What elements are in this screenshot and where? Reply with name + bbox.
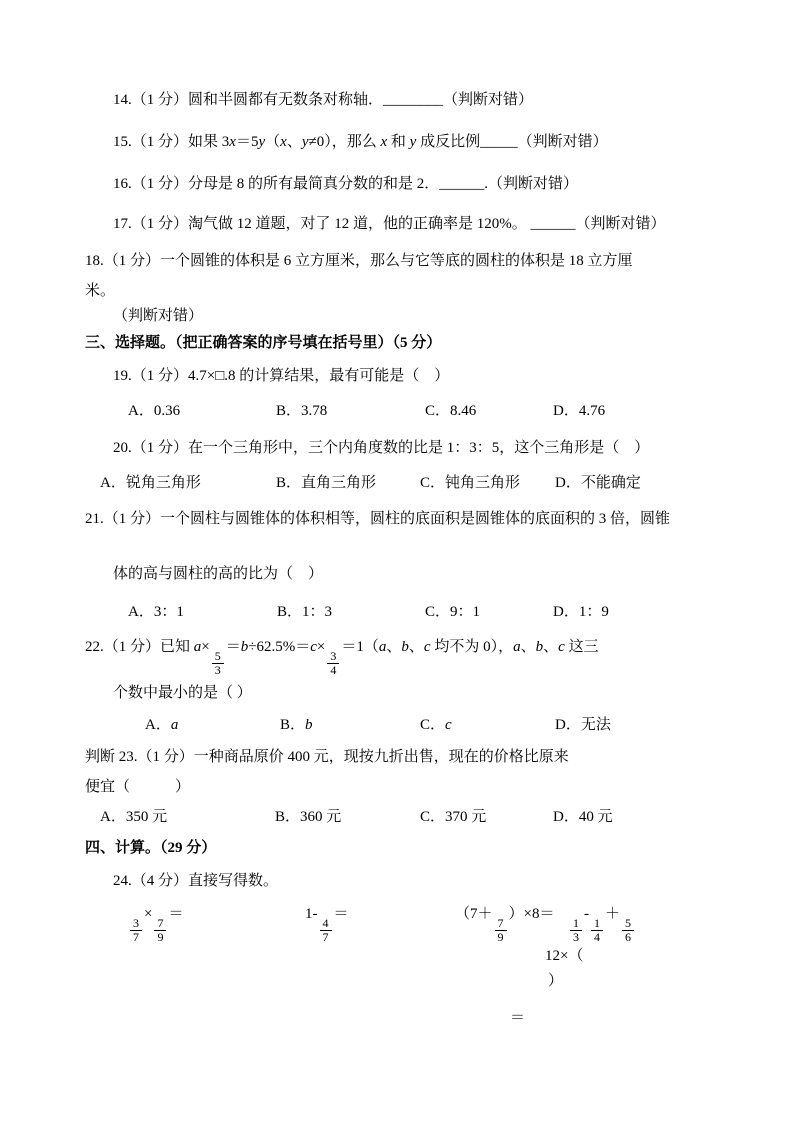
calc-equals-sign: ＝ xyxy=(510,1010,526,1026)
question-20-option-b: B．直角三角形 xyxy=(276,475,377,491)
question-22-option-b: B．b xyxy=(280,717,313,733)
question-21-option-b: B．1：3 xyxy=(277,604,333,620)
question-22-line2: 个数中最小的是（ ） xyxy=(113,685,252,701)
calculation-row xyxy=(85,902,774,1031)
question-24: 24.（4 分）直接写得数。 xyxy=(113,873,279,889)
question-21-options xyxy=(85,600,774,625)
question-22-option-d: D．无法 xyxy=(555,717,611,733)
question-23-option-b: B．360 元 xyxy=(275,809,342,825)
question-14: 14.（1 分）圆和半圆都有无数条对称轴．________（判断对错） xyxy=(113,92,534,108)
question-15: 15.（1 分）如果 3x＝5y（x、y≠0），那么 x 和 y 成反比例_____（判断对错） xyxy=(113,134,608,150)
calc-expression-5-line1: 12×（ xyxy=(545,948,584,964)
question-22-options xyxy=(85,713,774,738)
question-22-option-a: A．a xyxy=(145,717,179,733)
question-23-option-c: C．370 元 xyxy=(420,809,487,825)
question-19-option-c: C．8.46 xyxy=(425,403,477,419)
question-23-line2: 便宜（ ） xyxy=(85,779,191,795)
question-16: 16.（1 分）分母是 8 的所有最简真分数的和是 2．______.（判断对错） xyxy=(113,176,579,192)
question-19-option-a: A．0.36 xyxy=(128,403,181,419)
question-20-option-d: D．不能确定 xyxy=(555,475,641,491)
question-21-option-d: D．1：9 xyxy=(553,604,609,620)
question-18-line2: 米。 xyxy=(85,283,116,299)
question-19-option-b: B．3.78 xyxy=(276,403,328,419)
question-23-line1: 判断 23.（1 分）一种商品原价 400 元，现按九折出售，现在的价格比原来 xyxy=(85,749,569,765)
calc-expression-1: $\frac{3}{7}$ × $\frac{7}{9}$ ＝ xyxy=(128,902,305,1031)
question-19: 19.（1 分）4.7×□.8 的计算结果，最有可能是（ ） xyxy=(113,368,450,384)
question-20-option-a: A．锐角三角形 xyxy=(100,475,201,491)
section-4-heading: 四、计算。（29 分） xyxy=(85,840,217,856)
question-21-option-a: A．3：1 xyxy=(128,604,184,620)
calc-expression-5-line2: ） xyxy=(548,973,564,989)
question-18-answer-blank: （判断对错） xyxy=(113,308,204,324)
calc-expression-4: $\frac{1}{3}$ - $\frac{1}{4}$ ＋ $\frac{5}{6}$ xyxy=(568,902,636,944)
question-18-line1: 18.（1 分）一个圆锥的体积是 6 立方厘米，那么与它等底的圆柱的体积是 18 立方厘 xyxy=(85,253,633,269)
question-21-line1: 21.（1 分）一个圆柱与圆锥体的体积相等，圆柱的底面积是圆锥体的底面积的 3 倍，圆锥 xyxy=(85,511,671,527)
calc-expression-2: 1- $\frac{4}{7}$ ＝ xyxy=(305,906,349,944)
question-17: 17.（1 分）淘气做 12 道题，对了 12 道，他的正确率是 120%。 ______（判断对错） xyxy=(113,216,666,232)
calc-expression-4-block xyxy=(510,902,636,1031)
question-22-option-c: C．c xyxy=(420,717,452,733)
question-23-option-d: D．40 元 xyxy=(553,809,613,825)
question-20-options xyxy=(85,471,774,496)
question-23-option-a: A．350 元 xyxy=(100,809,168,825)
question-19-options xyxy=(85,399,774,424)
question-23-options xyxy=(85,805,774,830)
calc-expression-3: （7＋ $\frac{7}{9}$ ）×8＝ xyxy=(455,906,555,944)
question-19-option-d: D．4.76 xyxy=(553,403,606,419)
question-20: 20.（1 分）在一个三角形中，三个内角度数的比是 1：3：5，这个三角形是（ ） xyxy=(113,440,650,456)
question-22-line1: 22.（1 分）已知 a× $\frac{5}{3}$ ＝b÷62.5%＝c× $\frac{3}{4}$ ＝1（a、b、c 均不为 0），a、b、c 这三 xyxy=(85,639,599,677)
question-21-option-c: C．9：1 xyxy=(425,604,481,620)
question-21-line2: 体的高与圆柱的高的比为（ ） xyxy=(113,566,324,582)
section-3-heading: 三、选择题。（把正确答案的序号填在括号里）（5 分） xyxy=(85,335,442,351)
question-20-option-c: C．钝角三角形 xyxy=(420,475,521,491)
